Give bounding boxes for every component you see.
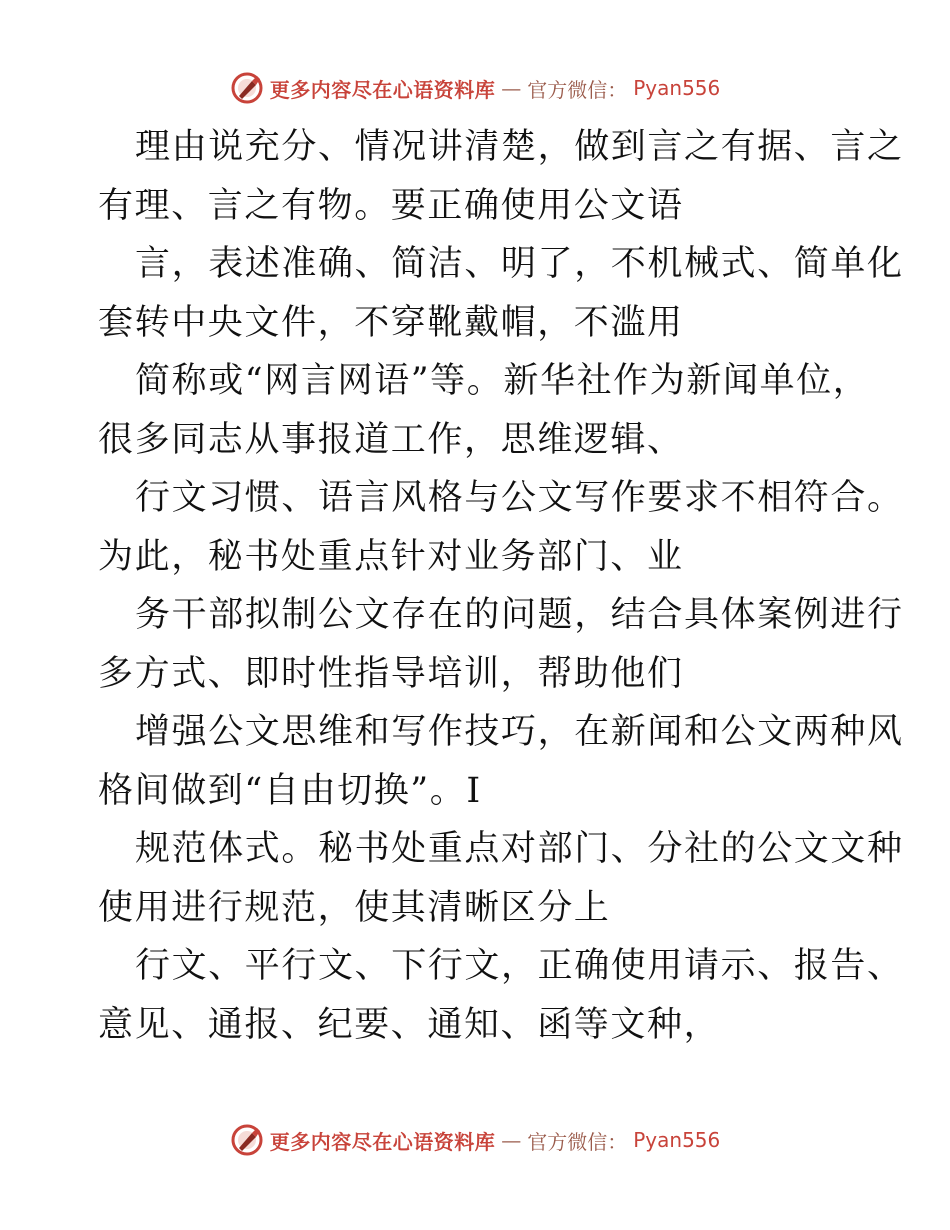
text-line: 行文、平行文、下行文，正确使用请示、报告、 bbox=[135, 946, 904, 986]
watermark-separator: — bbox=[501, 1128, 522, 1152]
text-line: 增强公文思维和写作技巧，在新闻和公文两种风 bbox=[135, 712, 904, 752]
text-line: 言，表述准确、简洁、明了，不机械式、简单化 bbox=[135, 244, 904, 284]
text-line: 套转中央文件，不穿靴戴帽，不滥用 bbox=[98, 302, 684, 343]
pen-nib-circle-icon bbox=[230, 1123, 264, 1157]
text-line: 规范体式。秘书处重点对部门、分社的公文文种 bbox=[135, 829, 904, 869]
watermark-wechat-id: Pyan556 bbox=[633, 1128, 721, 1152]
footer-watermark bbox=[0, 1120, 950, 1160]
text-line: 使用进行规范，使其清晰区分上 bbox=[98, 887, 611, 928]
pen-nib-circle-icon bbox=[230, 71, 264, 105]
text-line: 意见、通报、纪要、通知、函等文种， bbox=[98, 1004, 721, 1045]
text-line: 理由说充分、情况讲清楚，做到言之有据、言之 bbox=[135, 127, 904, 167]
watermark-wechat-id: Pyan556 bbox=[633, 76, 721, 100]
text-line: 简称或“网言网语”等。新华社作为新闻单位， bbox=[135, 361, 870, 401]
text-line: 很多同志从事报道工作，思维逻辑、 bbox=[98, 419, 684, 460]
watermark-separator: — bbox=[501, 76, 522, 100]
text-line: 多方式、即时性指导培训，帮助他们 bbox=[98, 653, 684, 694]
text-line: 格间做到“自由切换”。I bbox=[98, 770, 482, 811]
document-body bbox=[98, 118, 904, 1054]
text-line: 务干部拟制公文存在的问题，结合具体案例进行 bbox=[135, 595, 904, 635]
text-line: 为此，秘书处重点针对业务部门、业 bbox=[98, 536, 684, 577]
text-line: 有理、言之有物。要正确使用公文语 bbox=[98, 185, 684, 226]
watermark-label: 官方微信： bbox=[527, 77, 628, 102]
watermark-main-text: 更多内容尽在心语资料库 bbox=[269, 1129, 496, 1154]
header-watermark bbox=[0, 68, 950, 108]
text-line: 行文习惯、语言风格与公文写作要求不相符合。 bbox=[135, 478, 904, 518]
watermark-label: 官方微信： bbox=[527, 1129, 628, 1154]
watermark-main-text: 更多内容尽在心语资料库 bbox=[269, 77, 496, 102]
